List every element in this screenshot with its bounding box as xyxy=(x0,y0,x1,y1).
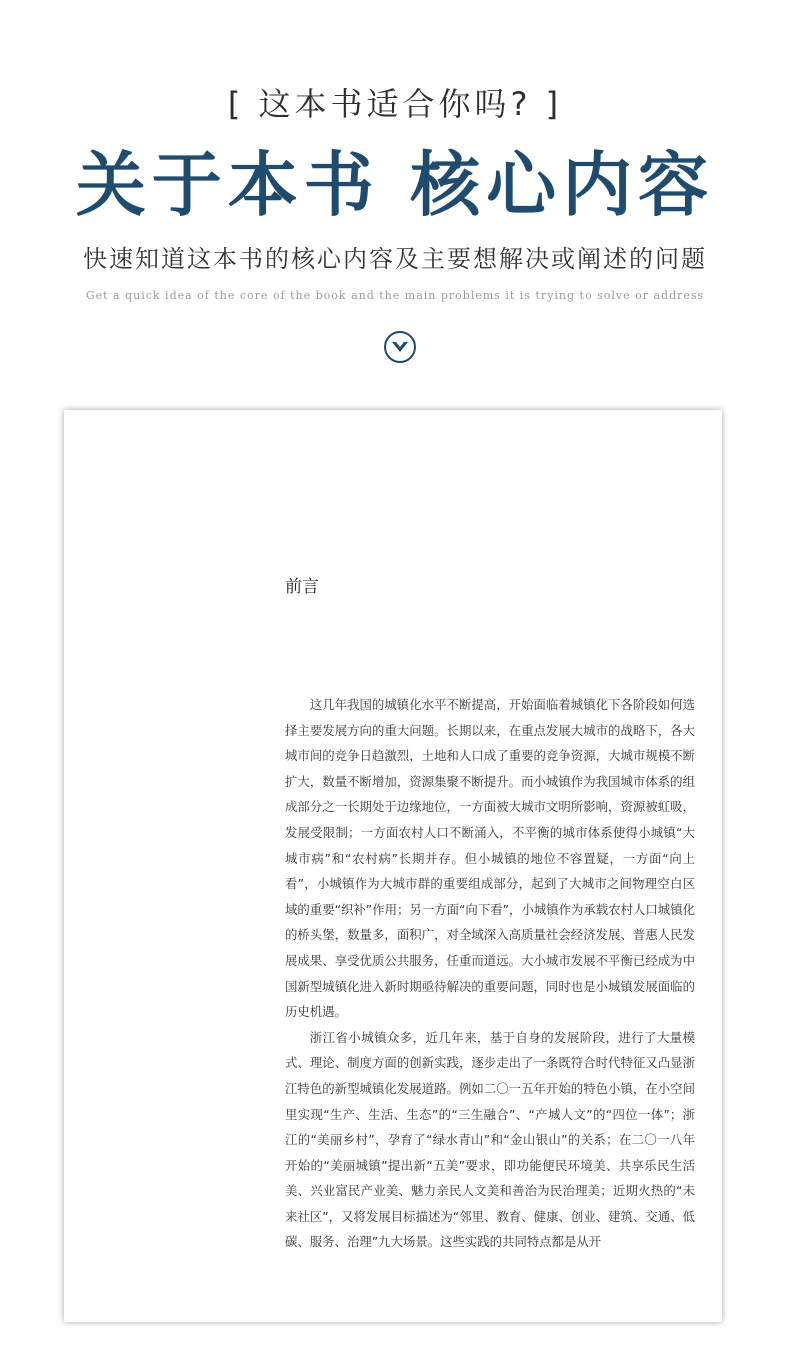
body-paragraph: 浙江省小城镇众多，近几年来，基于自身的发展阶段，进行了大量模式、理论、制度方面的创新实践，逐步走出了一条既符合时代特征又凸显浙江特色的新型城镇化发展道路。例如二〇一五年开始的特色小镇，在小空间里实现“生产、生活、生态”的“三生融合”、“产城人文”的“四位一体”；浙江的“美丽乡村”，孕育了“绿水青山”和“金山银山”的关系；在二〇一八年开始的“美丽城镇”提出新“五美”要求，即功能便民环境美、共享乐民生活美、兴业富民产业美、魅力亲民人文美和善治为民治理美；近期火热的“未来社区”，又将发展目标描述为“邻里、教育、健康、创业、建筑、交通、低碳、服务、治理”九大场景。这些实践的共同特点都是从开 xyxy=(285,1029,695,1250)
page-heading: 前言 xyxy=(285,577,319,597)
page-body xyxy=(285,692,695,1255)
body-paragraph: 这几年我国的城镇化水平不断提高，开始面临着城镇化下各阶段如何选择主要发展方向的重大问题。长期以来，在重点发展大城市的战略下，各大城市间的竞争日趋激烈，土地和人口成了重要的竞争资源，大城市规模不断扩大，数量不断增加，资源集聚不断提升。而小城镇作为我国城市体系的组成部分之一长期处于边缘地位，一方面被大城市文明所影响，资源被虹吸，发展受限制；一方面农村人口不断涌入，不平衡的城市体系使得小城镇“大城市病”和“农村病”长期并存。但小城镇的地位不容置疑，一方面“向上看”，小城镇作为大城市群的重要组成部分，起到了大城市之间物理空白区域的重要“织补”作用；另一方面“向下看”，小城镇作为承载农村人口城镇化的桥头堡，数量多，面积广，对全域深入高质量社会经济发展、普惠人民发展成果、享受优质公共服务，任重而道远。大小城市发展不平衡已经成为中国新型城镇化进入新时期亟待解决的重要问题，同时也是小城镇发展面临的历史机遇。 xyxy=(285,697,695,1020)
book-page-preview xyxy=(64,410,722,1322)
section-title: 关于本书 核心内容 xyxy=(75,143,715,226)
chevron-down-circle-icon[interactable] xyxy=(384,331,416,363)
kicker-text: [ 这本书适合你吗? ] xyxy=(227,85,563,123)
section-subtitle: 快速知道这本书的核心内容及主要想解决或阐述的问题 xyxy=(83,245,707,273)
section-subtitle-english: Get a quick idea of the core of the book and the main problems it is trying to solve or address xyxy=(85,289,705,302)
header-banner xyxy=(0,0,790,400)
